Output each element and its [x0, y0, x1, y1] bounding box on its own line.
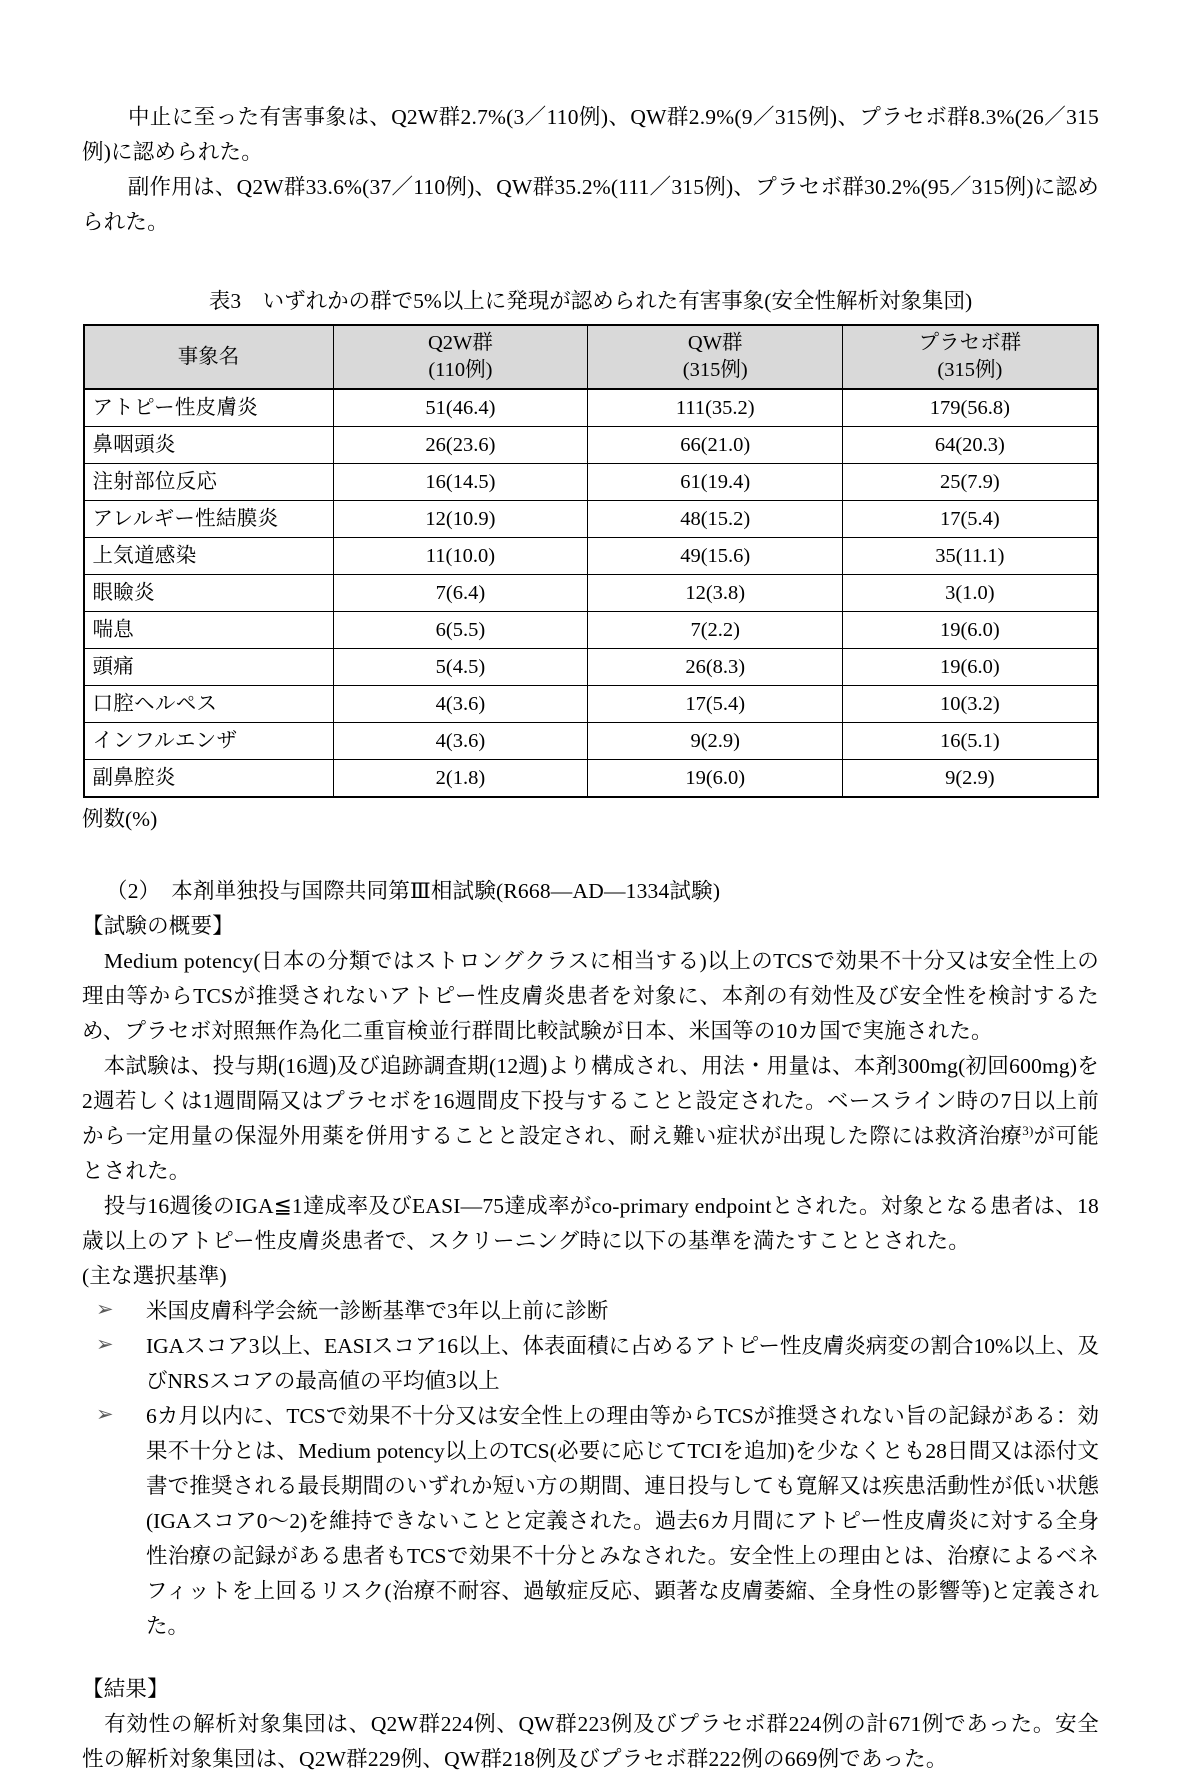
table-row — [84, 612, 1098, 649]
cell-placebo-value: 35(11.1) — [843, 538, 1098, 575]
column-header-qw-count: (315例) — [682, 359, 748, 381]
list-item — [82, 1399, 1099, 1644]
section-heading: （2） 本剤単独投与国際共同第Ⅲ相試験(R668—AD—1334試験) — [106, 879, 721, 903]
overview-paragraph-2-text: 本試験は、投与期(16週)及び追跡調査期(12週)より構成され、用法・用量は、本剤300mg(初回600mg)を2週若しくは1週間隔又はプラセボを16週間皮下投与することと設定された。ベースライン時の7日以上前から一定用量の保湿外用薬を併用することと設定され、耐え難い症状が出現した際には救済治療 — [82, 1054, 1099, 1148]
cell-placebo-value: 25(7.9) — [843, 464, 1098, 501]
cell-q2w-value: 51(46.4) — [333, 389, 588, 427]
table-row — [84, 427, 1098, 464]
cell-q2w-value: 4(3.6) — [333, 686, 588, 723]
cell-qw-value: 26(8.3) — [588, 649, 843, 686]
cell-placebo-value: 64(20.3) — [843, 427, 1098, 464]
cell-event-name: 口腔ヘルペス — [84, 686, 334, 723]
cell-event-name: 注射部位反応 — [84, 464, 334, 501]
table-header — [84, 325, 1098, 389]
cell-event-name: 鼻咽頭炎 — [84, 427, 334, 464]
table-header-row — [84, 325, 1098, 389]
arrow-bullet-icon: ➢ — [96, 1402, 114, 1426]
overview-label: 【試験の概要】 — [82, 914, 234, 938]
cell-qw-value: 12(3.8) — [588, 575, 843, 612]
cell-placebo-value: 9(2.9) — [843, 760, 1098, 798]
table-body — [84, 389, 1098, 797]
column-header-placebo-label: プラセボ群 — [918, 332, 1022, 354]
adverse-events-table — [83, 324, 1099, 798]
table-row — [84, 575, 1098, 612]
column-header-event-label: 事象名 — [177, 345, 240, 368]
column-header-event — [84, 325, 334, 389]
spacer — [82, 834, 1099, 874]
cell-event-name: 眼瞼炎 — [84, 575, 334, 612]
spacer — [82, 1644, 1099, 1672]
cell-q2w-value: 11(10.0) — [333, 538, 588, 575]
cell-event-name: 副鼻腔炎 — [84, 760, 334, 798]
list-item — [82, 1329, 1099, 1399]
results-label: 【結果】 — [82, 1677, 169, 1701]
cell-qw-value: 9(2.9) — [588, 723, 843, 760]
table-row — [84, 649, 1098, 686]
intro-paragraph-2: 副作用は、Q2W群33.6%(37／110例)、QW群35.2%(111／315例)、プラセボ群30.2%(95／315例)に認められた。 — [82, 175, 1099, 234]
cell-event-name: 上気道感染 — [84, 538, 334, 575]
cell-qw-value: 17(5.4) — [588, 686, 843, 723]
column-header-placebo-count: (315例) — [937, 359, 1003, 381]
cell-placebo-value: 17(5.4) — [843, 501, 1098, 538]
arrow-bullet-icon: ➢ — [96, 1297, 114, 1321]
table-row — [84, 760, 1098, 798]
intro-paragraph-1: 中止に至った有害事象は、Q2W群2.7%(3／110例)、QW群2.9%(9／315例)、プラセボ群8.3%(26／315例)に認められた。 — [82, 105, 1099, 164]
column-header-placebo — [843, 325, 1098, 389]
results-paragraph-1: 有効性の解析対象集団は、Q2W群224例、QW群223例及びプラセボ群224例の計671例であった。安全性の解析対象集団は、Q2W群229例、QW群218例及びプラセボ群222例の669例であった。 — [82, 1712, 1099, 1771]
cell-q2w-value: 4(3.6) — [333, 723, 588, 760]
column-header-q2w-label: Q2W群 — [427, 332, 493, 354]
cell-q2w-value: 16(14.5) — [333, 464, 588, 501]
column-header-qw — [588, 325, 843, 389]
list-item — [82, 1294, 1099, 1329]
overview-paragraph-2-tail: が可能とされた。 — [82, 1124, 1099, 1183]
cell-q2w-value: 2(1.8) — [333, 760, 588, 798]
cell-qw-value: 61(19.4) — [588, 464, 843, 501]
cell-q2w-value: 7(6.4) — [333, 575, 588, 612]
cell-placebo-value: 179(56.8) — [843, 389, 1098, 427]
spacer — [82, 240, 1099, 268]
cell-placebo-value: 3(1.0) — [843, 575, 1098, 612]
cell-q2w-value: 26(23.6) — [333, 427, 588, 464]
footnote-marker: 3) — [1022, 1122, 1034, 1138]
table-footnote: 例数(%) — [82, 807, 158, 831]
arrow-bullet-icon: ➢ — [96, 1332, 114, 1356]
overview-paragraph-2 — [82, 1049, 1099, 1189]
table-row — [84, 501, 1098, 538]
table-row — [84, 686, 1098, 723]
list-item-text: 6カ月以内に、TCSで効果不十分又は安全性上の理由等からTCSが推奨されない旨の記録がある：効果不十分とは、Medium potency以上のTCS(必要に応じてTCIを追加)を少なくとも28日間又は添付文書で推奨される最長期間のいずれか短い方の期間、連日投与しても寛解又は疾患活動性が低い状態(IGAスコア0〜2)を維持できないことと定義された。過去6カ月間にアトピー性皮膚炎に対する全身性治療の記録がある患者もTCSで効果不十分とみなされた。安全性上の理由とは、治療によるベネフィットを上回るリスク(治療不耐容、過敏症反応、顕著な皮膚萎縮、全身性の影響等)と定義された。 — [146, 1404, 1099, 1638]
column-header-q2w — [333, 325, 588, 389]
cell-qw-value: 111(35.2) — [588, 389, 843, 427]
selection-criteria-list — [82, 1294, 1099, 1644]
table-row — [84, 723, 1098, 760]
cell-event-name: アレルギー性結膜炎 — [84, 501, 334, 538]
table-row — [84, 464, 1098, 501]
list-item-text: 米国皮膚科学会統一診断基準で3年以上前に診断 — [146, 1299, 609, 1323]
cell-qw-value: 49(15.6) — [588, 538, 843, 575]
cell-q2w-value: 6(5.5) — [333, 612, 588, 649]
criteria-label: (主な選択基準) — [82, 1264, 227, 1288]
cell-qw-value: 19(6.0) — [588, 760, 843, 798]
cell-qw-value: 7(2.2) — [588, 612, 843, 649]
cell-event-name: アトピー性皮膚炎 — [84, 389, 334, 427]
list-item-text: IGAスコア3以上、EASIスコア16以上、体表面積に占めるアトピー性皮膚炎病変の割合10%以上、及びNRSスコアの最高値の平均値3以上 — [146, 1334, 1099, 1393]
cell-qw-value: 48(15.2) — [588, 501, 843, 538]
cell-placebo-value: 16(5.1) — [843, 723, 1098, 760]
cell-q2w-value: 12(10.9) — [333, 501, 588, 538]
overview-paragraph-1: Medium potency(日本の分類ではストロングクラスに相当する)以上のTCSで効果不十分又は安全性上の理由等からTCSが推奨されないアトピー性皮膚炎患者を対象に、本剤の有効性及び安全性を検討するため、プラセボ対照無作為化二重盲検並行群間比較試験が日本、米国等の10カ国で実施された。 — [82, 949, 1099, 1043]
cell-placebo-value: 10(3.2) — [843, 686, 1098, 723]
cell-event-name: 頭痛 — [84, 649, 334, 686]
cell-qw-value: 66(21.0) — [588, 427, 843, 464]
cell-event-name: インフルエンザ — [84, 723, 334, 760]
table-caption: 表3 いずれかの群で5%以上に発現が認められた有害事象(安全性解析対象集団) — [208, 289, 973, 313]
overview-paragraph-3: 投与16週後のIGA≦1達成率及びEASI—75達成率がco‐primary endpointとされた。対象となる患者は、18歳以上のアトピー性皮膚炎患者で、スクリーニング時に以下の基準を満たすこととされた。 — [82, 1194, 1099, 1253]
table-row — [84, 389, 1098, 427]
cell-placebo-value: 19(6.0) — [843, 649, 1098, 686]
cell-q2w-value: 5(4.5) — [333, 649, 588, 686]
cell-placebo-value: 19(6.0) — [843, 612, 1098, 649]
cell-event-name: 喘息 — [84, 612, 334, 649]
column-header-q2w-count: (110例) — [428, 359, 493, 381]
column-header-qw-label: QW群 — [687, 332, 743, 354]
table-row — [84, 538, 1098, 575]
